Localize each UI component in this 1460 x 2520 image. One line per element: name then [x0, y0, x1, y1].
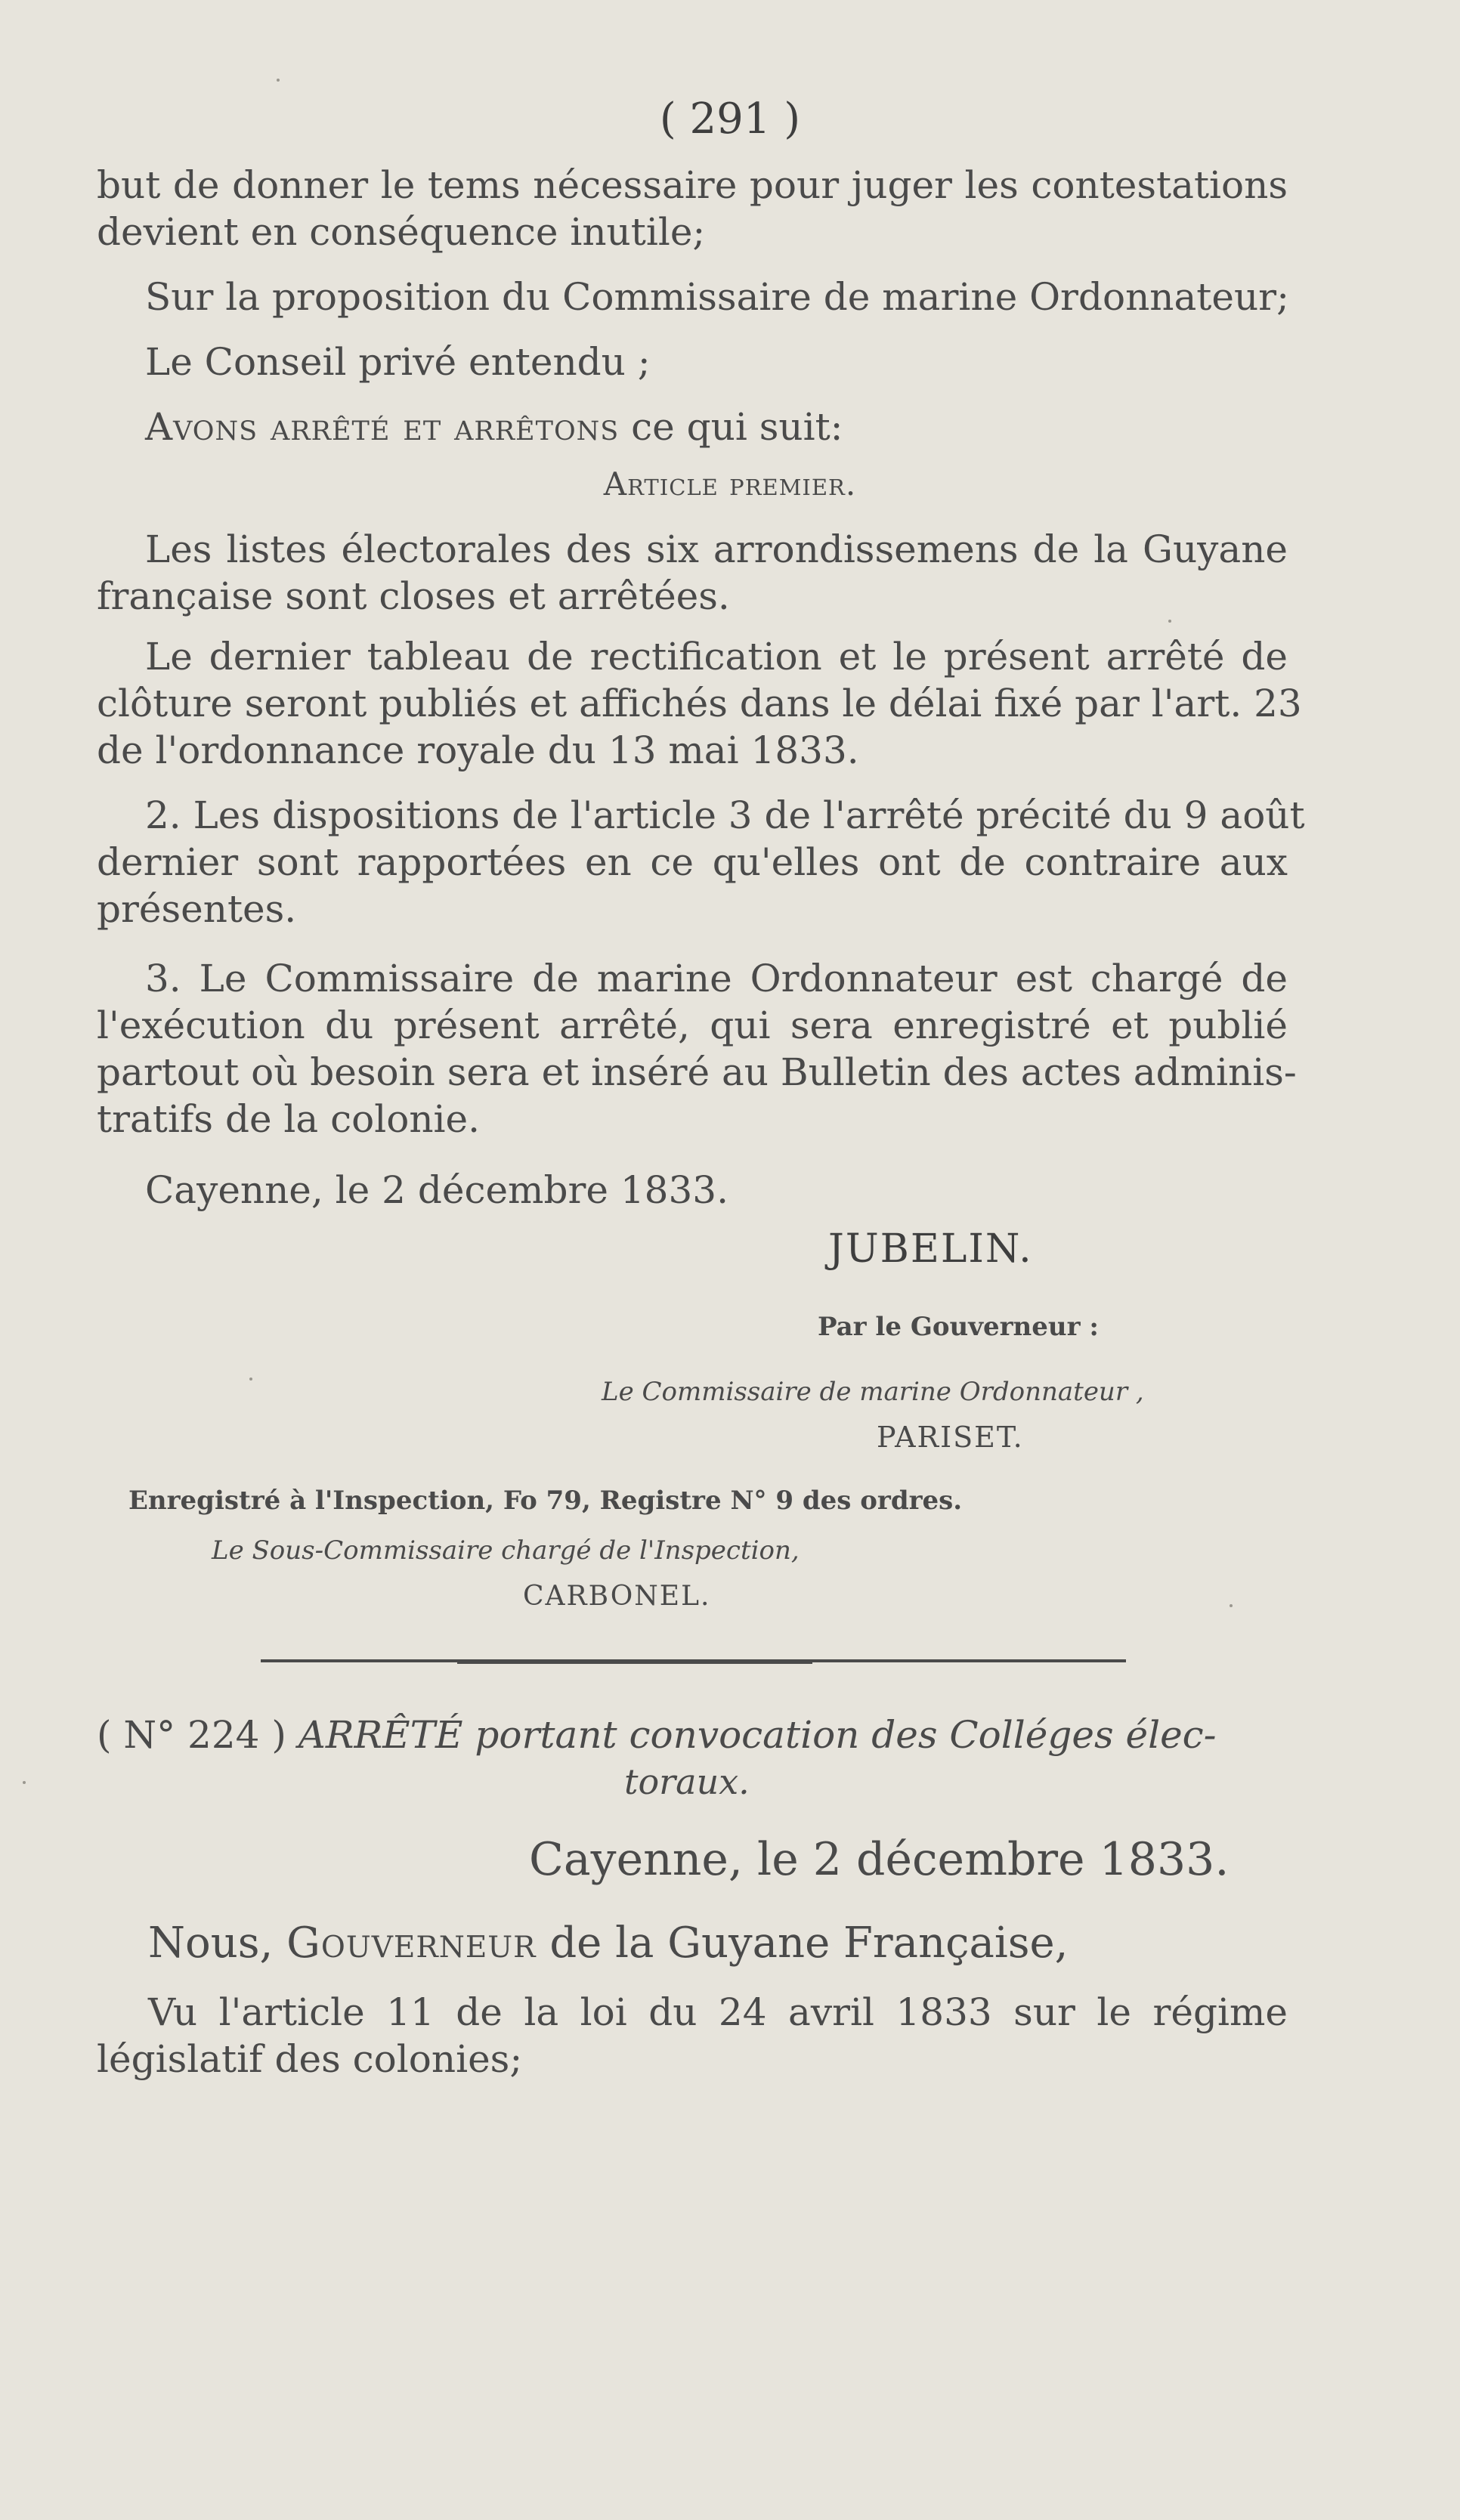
section-divider [261, 1659, 1126, 1662]
paragraph-line: partout où besoin sera et inséré au Bulletin des actes adminis- [97, 1050, 1297, 1094]
page-number: ( 291 ) [659, 94, 801, 144]
decree-title-continued: toraux. [624, 1761, 750, 1802]
paragraph-line: législatif des colonies; [97, 2037, 523, 2081]
nous-line [148, 1918, 1068, 1969]
ordonnateur-name: PARISET. [877, 1421, 1024, 1454]
paper-speck [1230, 1604, 1233, 1607]
sous-commissaire-name: CARBONEL. [523, 1581, 711, 1612]
paragraph-line: l'exécution du présent arrêté, qui sera enregistré et publié [97, 1003, 1288, 1047]
date-line: Cayenne, le 2 décembre 1833. [145, 1168, 728, 1212]
decree-date-line: Cayenne, le 2 décembre 1833. [529, 1833, 1230, 1886]
nous-title: Gouverneur [286, 1919, 537, 1968]
paragraph-line: but de donner le tems nécessaire pour juger les contestations [97, 163, 1288, 207]
paragraph-line: 3. Le Commissaire de marine Ordonnateur est chargé de [145, 957, 1288, 1000]
paragraph-line: dernier sont rapportées en ce qu'elles ont de contraire aux [97, 840, 1288, 884]
paragraph-line: française sont closes et arrêtées. [97, 574, 730, 618]
paper-speck [249, 1377, 252, 1381]
nous-prefix: Nous, [148, 1919, 287, 1968]
paragraph-line: Vu l'article 11 de la loi du 24 avril 1833 sur le régime [148, 1990, 1288, 2034]
enacting-clause [145, 404, 843, 450]
paragraph-line: de l'ordonnance royale du 13 mai 1833. [97, 728, 859, 772]
paragraph-line: Le dernier tableau de rectification et le présent arrêté de [145, 635, 1288, 679]
paper-speck [1168, 620, 1171, 623]
decree-number: ( N° 224 ) [97, 1713, 298, 1757]
article-heading: Article premier. [603, 465, 857, 502]
enacting-clause-rest: ce qui suit: [619, 405, 843, 449]
enacting-clause-smallcaps: Avons arrêté et arrêtons [145, 405, 620, 449]
registration-note: Enregistré à l'Inspection, Fo 79, Registre N° 9 des ordres. [128, 1486, 963, 1516]
paper-speck [277, 79, 280, 82]
governor-signature: JUBELIN. [828, 1226, 1033, 1272]
paragraph-line: devient en conséquence inutile; [97, 210, 706, 254]
paragraph-line: Le Conseil privé entendu ; [145, 340, 651, 384]
paragraph-line: présentes. [97, 887, 297, 931]
nous-rest: de la Guyane Française, [536, 1919, 1069, 1968]
paragraph-line: 2. Les dispositions de l'article 3 de l'arrêté précité du 9 août [145, 793, 1305, 837]
sous-commissaire-title: Le Sous-Commissaire chargé de l'Inspection, [212, 1535, 800, 1566]
decree-title: ARRÊTÉ portant convocation des Colléges élec- [298, 1713, 1217, 1757]
paragraph-line: Sur la proposition du Commissaire de marine Ordonnateur; [145, 275, 1289, 319]
par-le-gouverneur: Par le Gouverneur : [818, 1312, 1099, 1342]
paper-speck [23, 1781, 26, 1784]
decree-heading [97, 1711, 1217, 1758]
paragraph-line: tratifs de la colonie. [97, 1097, 481, 1141]
ordonnateur-title: Le Commissaire de marine Ordonnateur , [602, 1377, 1144, 1407]
paragraph-line: Les listes électorales des six arrondissemens de la Guyane [145, 527, 1288, 571]
paragraph-line: clôture seront publiés et affichés dans le délai fixé par l'art. 23 [97, 682, 1302, 725]
